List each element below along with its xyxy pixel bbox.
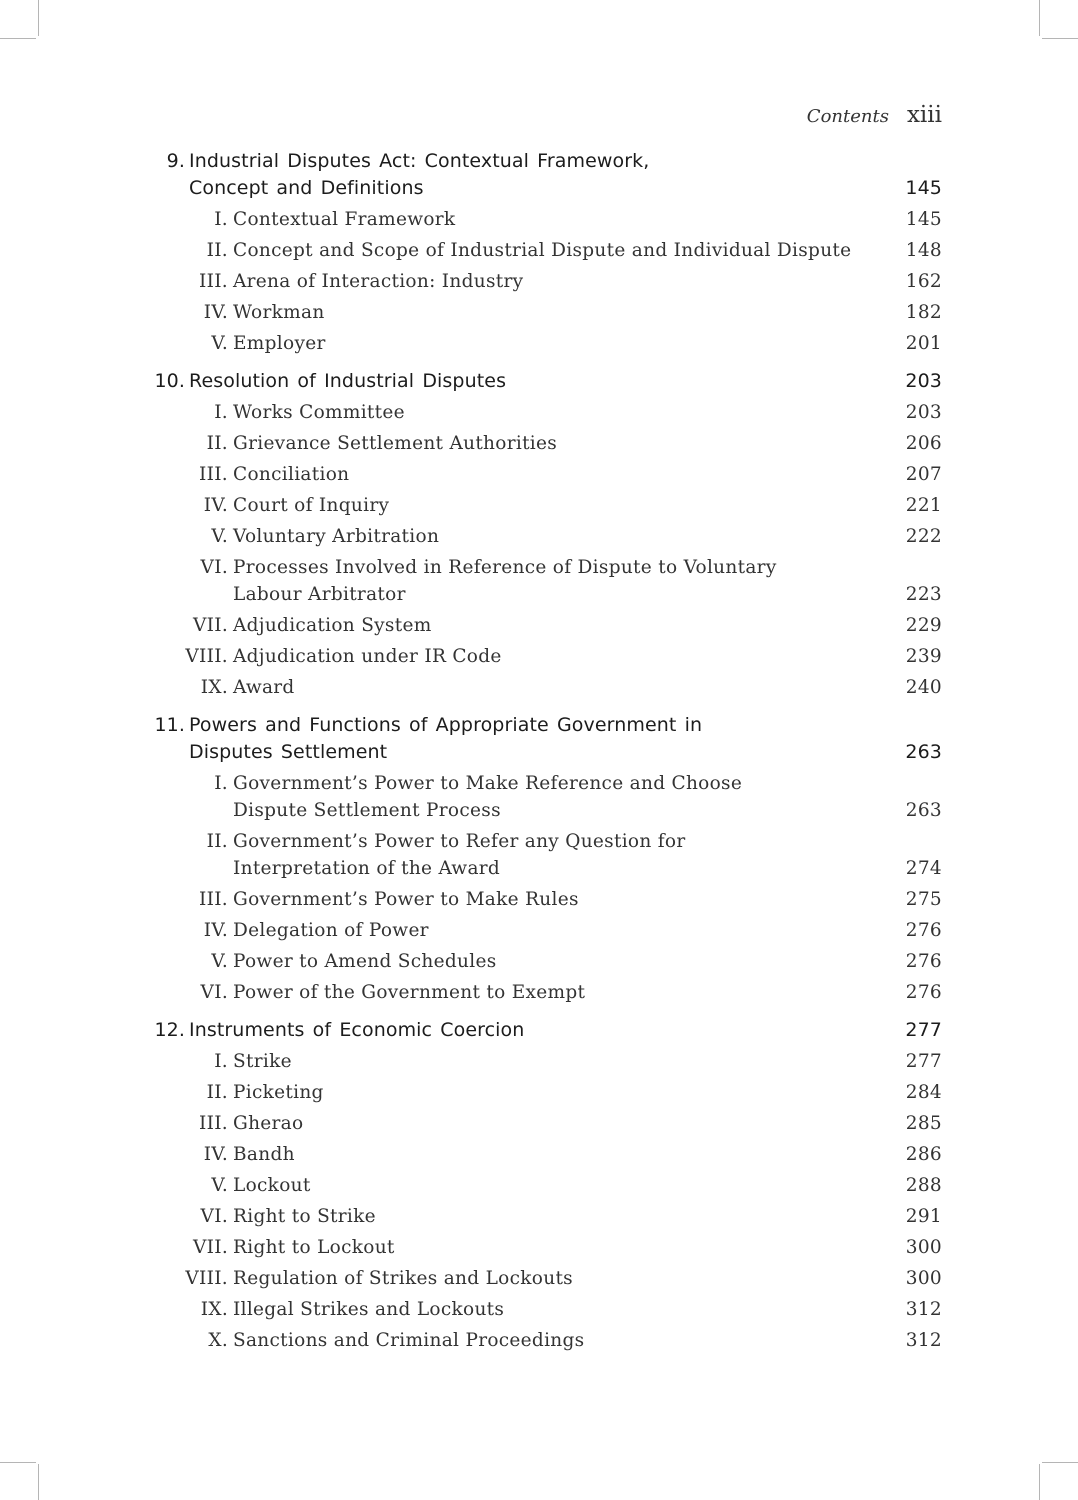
section-page-number: 182 [905,302,942,323]
crop-mark [1039,0,1040,36]
section-title [228,1141,882,1168]
toc-section[interactable] [144,828,942,882]
chapter-title-line: Powers and Functions of Appropriate Government in [189,714,703,736]
section-title [228,1110,882,1137]
section-title-line: Government’s Power to Make Reference and Choose [233,773,743,794]
toc-section[interactable] [144,330,942,357]
chapter-title-line: Instruments of Economic Coercion [189,1019,525,1041]
crop-mark [1042,38,1078,39]
chapter-number-cell [144,148,185,202]
toc-section[interactable] [144,917,942,944]
crop-mark [0,38,36,39]
section-title-line: Interpretation of the Award [233,858,501,879]
section-title [228,1079,882,1106]
section-title [228,1327,882,1354]
toc-section[interactable] [144,948,942,975]
section-title [228,554,882,608]
section-page-number: 162 [905,271,942,292]
toc-section[interactable] [144,1110,942,1137]
section-title-line: Labour Arbitrator [233,584,406,605]
section-title [228,430,882,457]
crop-mark [1039,1464,1040,1500]
section-number: III. [198,464,228,485]
chapter-page-number: 277 [905,1019,942,1041]
section-title-line: Adjudication under IR Code [233,646,502,667]
toc-section[interactable] [144,492,942,519]
section-title-line: Government’s Power to Make Rules [233,889,579,910]
section-list [144,399,942,701]
toc-section[interactable] [144,237,942,264]
section-number: II. [206,1082,228,1103]
section-title-line: Right to Strike [233,1206,376,1227]
section-title [228,948,882,975]
section-title [228,237,882,264]
toc-section[interactable] [144,886,942,913]
toc-section[interactable] [144,674,942,701]
section-title-line: Processes Involved in Reference of Dispute to Voluntary [233,557,777,578]
chapter-heading[interactable] [144,1017,942,1044]
section-number: I. [214,402,228,423]
section-number: IX. [200,1299,228,1320]
section-title-line: Adjudication System [233,615,432,636]
section-number: II. [206,831,228,852]
section-title-line: Strike [233,1051,292,1072]
chapter-heading[interactable] [144,712,942,766]
section-number: VI. [200,982,228,1003]
section-title-line: Award [233,677,295,698]
chapter-title [185,148,882,202]
toc-section[interactable] [144,399,942,426]
section-title [228,886,882,913]
section-title [228,674,882,701]
section-page-number: 284 [905,1082,942,1103]
section-title-line: Voluntary Arbitration [233,526,440,547]
chapter-title-line: Industrial Disputes Act: Contextual Framework, [189,150,650,172]
section-title-line: Employer [233,333,326,354]
section-title-line: Gherao [233,1113,304,1134]
section-title-line: Grievance Settlement Authorities [233,433,558,454]
section-page-number: 277 [905,1051,942,1072]
chapter-number-cell [144,1017,185,1044]
section-title-line: Arena of Interaction: Industry [233,271,524,292]
toc-chapter [144,1017,942,1354]
chapter-page-number: 263 [905,741,942,763]
section-number: VIII. [185,1268,228,1289]
section-title [228,299,882,326]
chapter-number-cell [144,712,185,766]
section-number: X. [208,1330,228,1351]
section-number: V. [211,333,228,354]
section-title [228,268,882,295]
section-title-line: Court of Inquiry [233,495,390,516]
section-title-line: Works Committee [233,402,405,423]
toc-section[interactable] [144,1296,942,1323]
section-number: I. [214,773,228,794]
section-title [228,1203,882,1230]
section-title-line: Sanctions and Criminal Proceedings [233,1330,585,1351]
toc-chapter [144,368,942,701]
chapter-title [185,712,882,766]
table-of-contents [144,148,942,1365]
section-number: IV. [203,302,228,323]
section-number: III. [198,271,228,292]
section-number: VI. [200,1206,228,1227]
section-title-line: Regulation of Strikes and Lockouts [233,1268,573,1289]
toc-section[interactable] [144,1265,942,1292]
chapter-title-line: Disputes Settlement [189,741,388,763]
section-title [228,1234,882,1261]
chapter-number: 9. [166,150,185,172]
section-title [228,461,882,488]
crop-mark [0,1462,36,1463]
section-title [228,612,882,639]
toc-section[interactable] [144,461,942,488]
section-page-number: 222 [905,526,942,547]
crop-mark [1042,1462,1078,1463]
section-page-number: 145 [905,209,942,230]
section-title-line: Government’s Power to Refer any Question for [233,831,686,852]
section-page-number: 274 [905,858,942,879]
section-page-number: 207 [905,464,942,485]
chapter-title-line: Resolution of Industrial Disputes [189,370,507,392]
chapter-number-cell [144,368,185,395]
chapter-heading[interactable] [144,148,942,202]
toc-section[interactable] [144,206,942,233]
section-number: V. [211,951,228,972]
section-page-number: 312 [905,1330,942,1351]
section-page-number: 229 [905,615,942,636]
section-page-number: 288 [905,1175,942,1196]
section-page-number: 286 [905,1144,942,1165]
section-title [228,492,882,519]
crop-mark [38,1464,39,1500]
section-number: VII. [192,1237,228,1258]
chapter-number: 11. [154,714,185,736]
section-page-number: 148 [905,240,942,261]
section-title-line: Right to Lockout [233,1237,395,1258]
section-title [228,206,882,233]
section-title [228,1296,882,1323]
section-page-number: 206 [905,433,942,454]
section-page-number: 285 [905,1113,942,1134]
toc-section[interactable] [144,1172,942,1199]
section-page-number: 300 [905,1237,942,1258]
section-title-line: Picketing [233,1082,324,1103]
section-page-number: 203 [905,402,942,423]
section-page-number: 300 [905,1268,942,1289]
section-number: VII. [192,615,228,636]
section-title [228,828,882,882]
toc-section[interactable] [144,430,942,457]
section-title [228,979,882,1006]
section-title [228,1265,882,1292]
section-title-line: Delegation of Power [233,920,429,941]
section-page-number: 239 [905,646,942,667]
toc-chapter [144,148,942,357]
section-page-number: 240 [905,677,942,698]
section-title-line: Power of the Government to Exempt [233,982,586,1003]
section-title [228,1048,882,1075]
section-page-number: 276 [905,920,942,941]
toc-section[interactable] [144,979,942,1006]
chapter-title [185,368,882,395]
section-page-number: 223 [905,584,942,605]
section-title [228,523,882,550]
section-number: II. [206,433,228,454]
toc-section[interactable] [144,299,942,326]
section-page-number: 275 [905,889,942,910]
section-title-line: Illegal Strikes and Lockouts [233,1299,505,1320]
toc-section[interactable] [144,1048,942,1075]
section-number: IX. [200,677,228,698]
section-title-line: Concept and Scope of Industrial Dispute and Individual Dispute [233,240,852,261]
section-page-number: 201 [905,333,942,354]
section-list [144,770,942,1006]
section-page-number: 312 [905,1299,942,1320]
section-title [228,1172,882,1199]
toc-chapter [144,712,942,1006]
toc-section[interactable] [144,554,942,608]
section-number: II. [206,240,228,261]
section-number: III. [198,1113,228,1134]
toc-section[interactable] [144,1234,942,1261]
section-number: VIII. [185,646,228,667]
chapter-heading[interactable] [144,368,942,395]
toc-section[interactable] [144,523,942,550]
section-number: III. [198,889,228,910]
chapter-number: 10. [154,370,185,392]
section-number: I. [214,209,228,230]
section-page-number: 221 [905,495,942,516]
chapter-number: 12. [154,1019,185,1041]
section-title [228,399,882,426]
toc-section[interactable] [144,268,942,295]
toc-section[interactable] [144,1203,942,1230]
section-page-number: 276 [905,982,942,1003]
section-title [228,770,882,824]
section-page-number: 276 [905,951,942,972]
toc-section[interactable] [144,612,942,639]
section-page-number: 263 [905,800,942,821]
section-list [144,206,942,357]
section-title-line: Power to Amend Schedules [233,951,497,972]
crop-mark [38,0,39,36]
section-title-line: Contextual Framework [233,209,456,230]
section-title [228,643,882,670]
section-title-line: Bandh [233,1144,295,1165]
toc-section[interactable] [144,1327,942,1354]
section-number: IV. [203,920,228,941]
page-number: xiii [906,102,942,128]
section-title-line: Dispute Settlement Process [233,800,501,821]
toc-section[interactable] [144,643,942,670]
chapter-title [185,1017,882,1044]
section-list [144,1048,942,1354]
section-number: V. [211,1175,228,1196]
toc-section[interactable] [144,1079,942,1106]
section-title [228,330,882,357]
toc-section[interactable] [144,770,942,824]
section-number: I. [214,1051,228,1072]
chapter-title-line: Concept and Definitions [189,177,424,199]
section-title-line: Workman [233,302,325,323]
toc-section[interactable] [144,1141,942,1168]
section-title-line: Lockout [233,1175,311,1196]
running-head [807,102,942,128]
section-number: IV. [203,1144,228,1165]
section-title [228,917,882,944]
chapter-page-number: 203 [905,370,942,392]
section-number: VI. [200,557,228,578]
section-number: IV. [203,495,228,516]
section-page-number: 291 [905,1206,942,1227]
running-head-label: Contents [806,106,889,127]
section-title-line: Conciliation [233,464,350,485]
section-number: V. [211,526,228,547]
chapter-page-number: 145 [905,177,942,199]
